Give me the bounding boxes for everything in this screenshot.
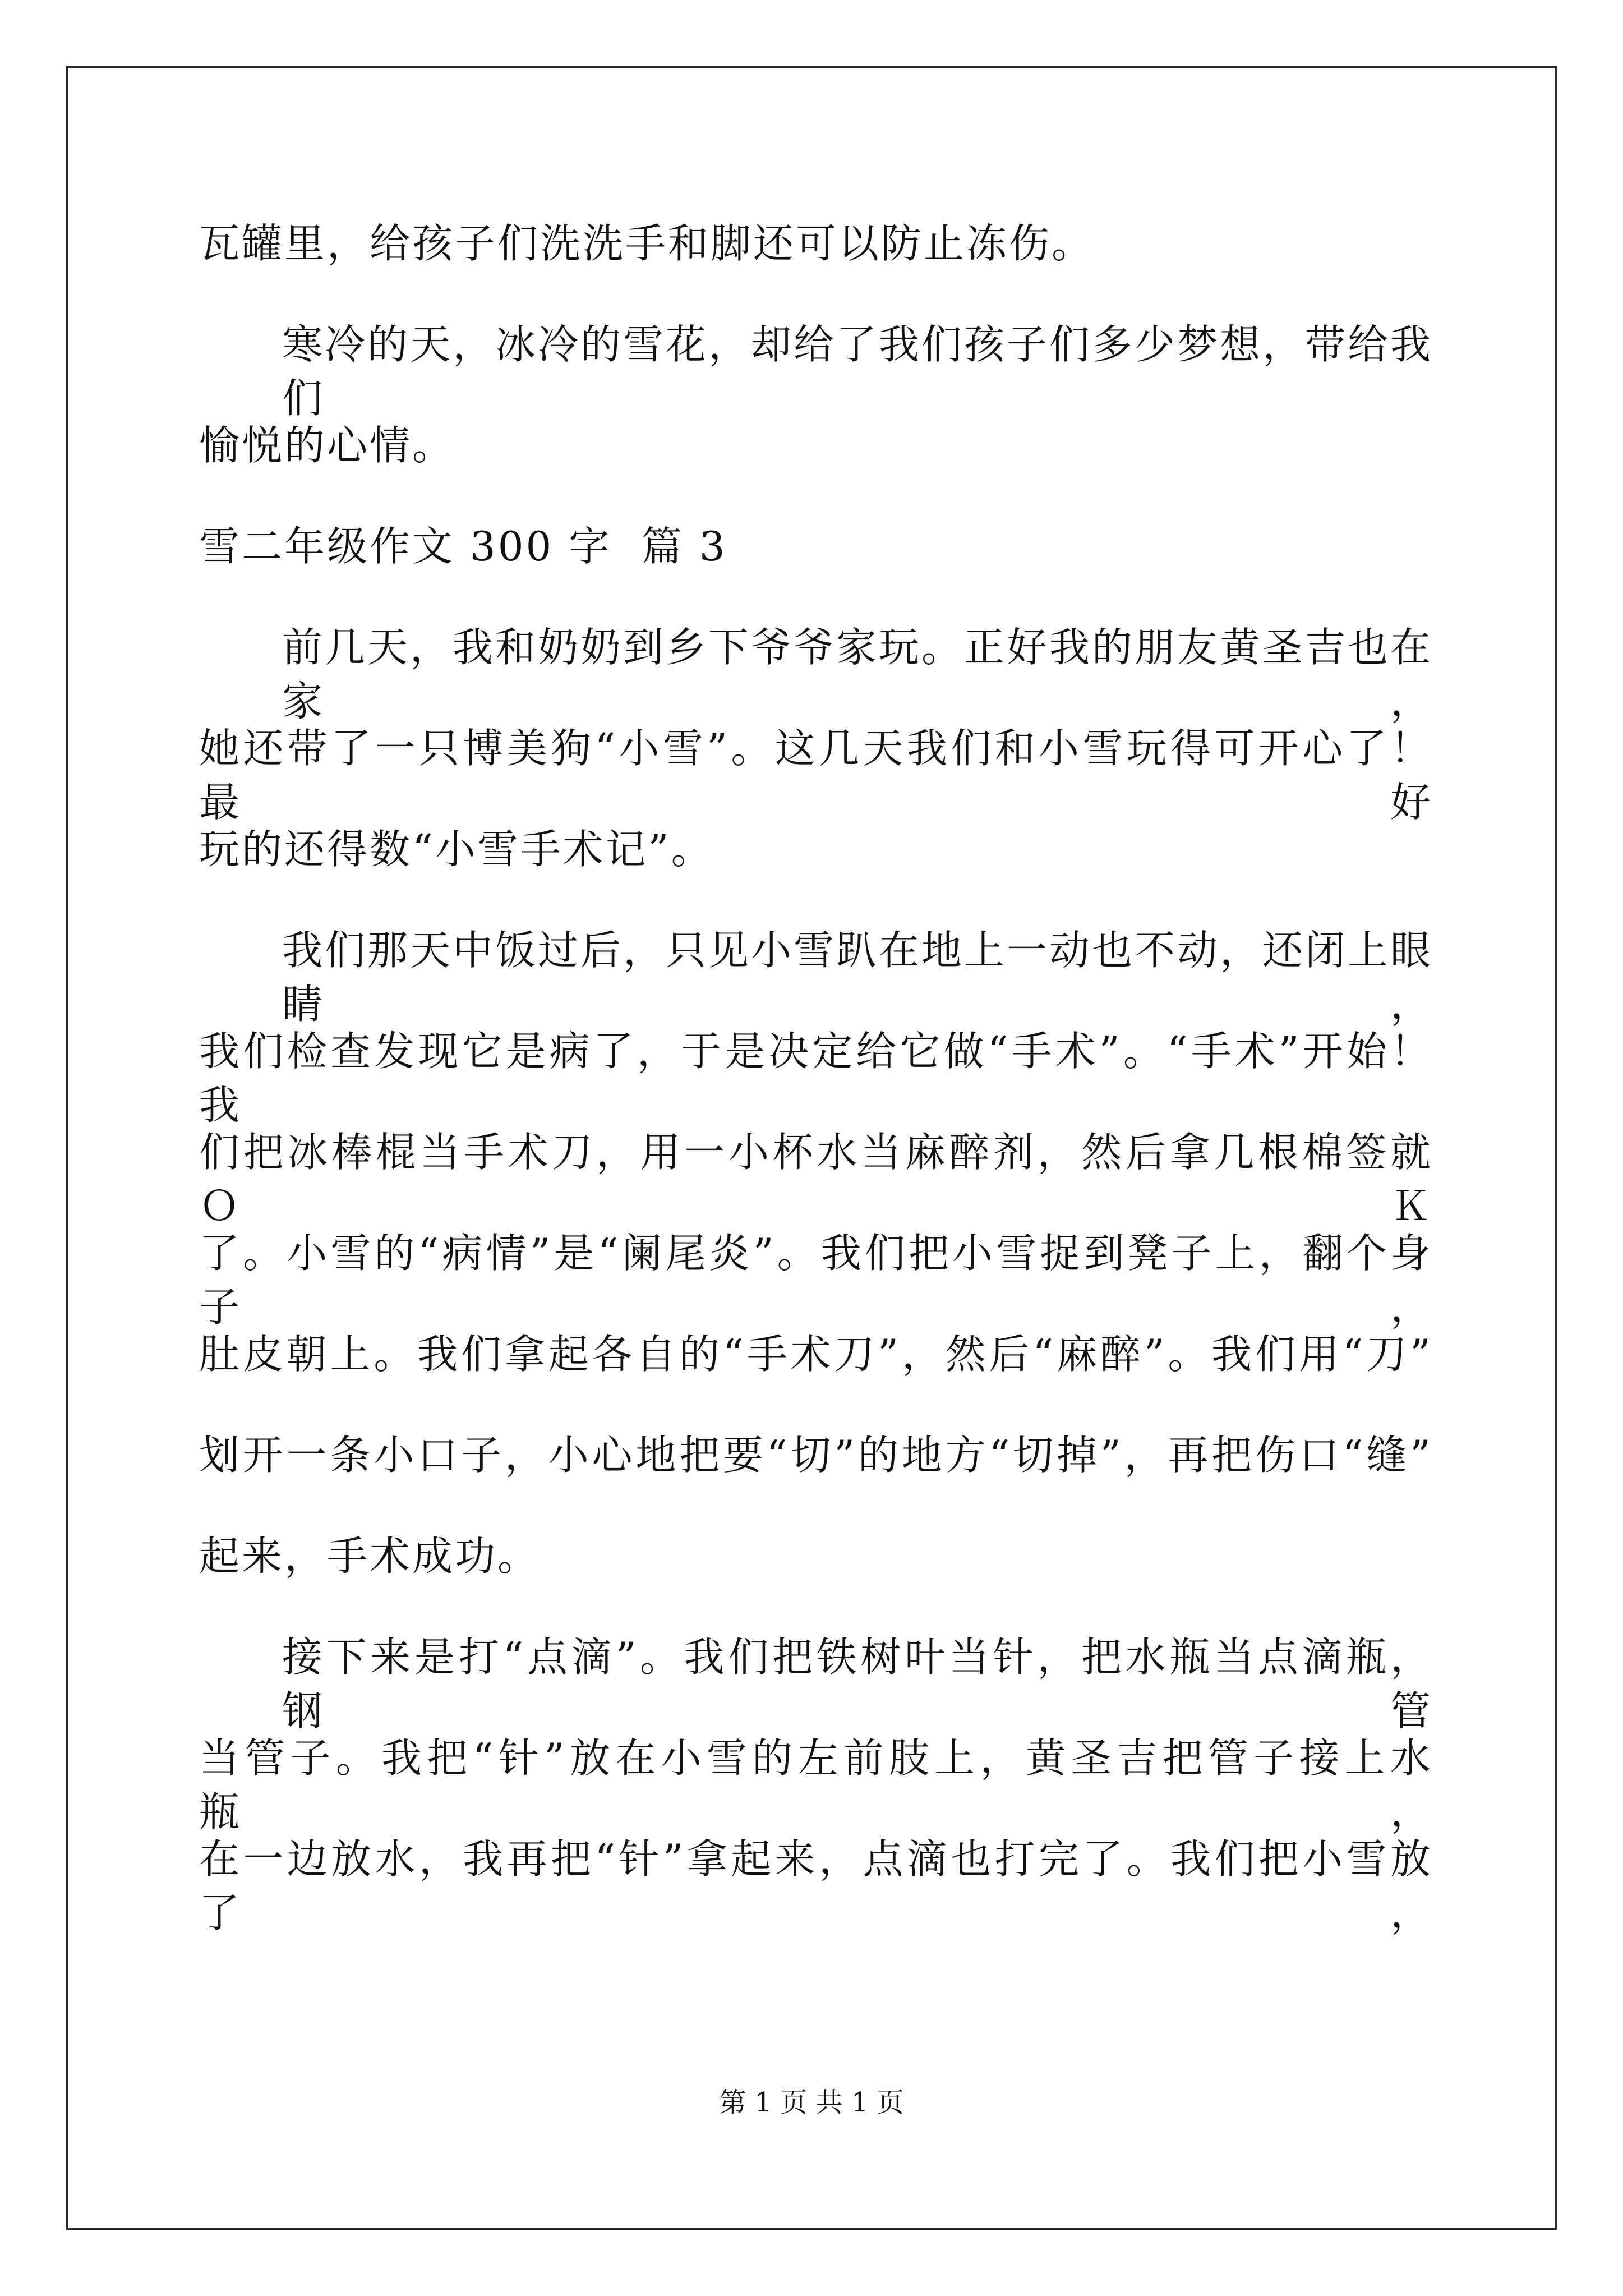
text-line: 瓦罐里，给孩子们洗洗手和脚还可以防止冻伤。 [199,220,1095,267]
text-line: 肚皮朝上。我们拿起各自的“手术刀”，然后“麻醉”。我们用“刀” [199,1331,1433,1378]
text-line: 在一边放水，我再把“针”拿起来，点滴也打完了。我们把小雪放了， [199,1835,1433,1936]
paragraph-line: 前几天，我和奶奶到乡下爷爷家玩。正好我的朋友黄圣吉也在家， [282,624,1433,725]
text-line: 玩的还得数“小雪手术记”。 [199,826,714,873]
text-line: 起来，手术成功。 [199,1533,541,1580]
text-line: 们把冰棒棍当手术刀，用一小杯水当麻醉剂，然后拿几根棉签就ＯＫ [199,1129,1433,1230]
text-line: 了。小雪的“病情”是“阑尾炎”。我们把小雪捉到凳子上，翻个身子， [199,1230,1433,1331]
text-line: 当管子。我把“针”放在小雪的左前肢上，黄圣吉把管子接上水瓶， [199,1734,1433,1835]
paragraph-line: 我们那天中饭过后，只见小雪趴在地上一动也不动，还闭上眼睛， [282,927,1433,1028]
text-line: 划开一条小口子，小心地把要“切”的地方“切掉”，再把伤口“缝” [199,1432,1433,1479]
text-line: 她还带了一只博美狗“小雪”。这几天我们和小雪玩得可开心了！最好 [199,725,1433,826]
document-body [199,0,1433,2076]
text-line: 愉悦的心情。 [199,422,455,469]
text-line: 我们检查发现它是病了，于是决定给它做“手术”。“手术”开始！我 [199,1028,1433,1129]
paragraph-line: 接下来是打“点滴”。我们把铁树叶当针，把水瓶当点滴瓶，钢管 [282,1634,1433,1734]
page-footer: 第 1 页 共 1 页 [719,2087,904,2118]
paragraph-line: 寒冷的天，冰冷的雪花，却给了我们孩子们多少梦想，带给我们 [282,321,1433,422]
section-heading: 雪二年级作文 300 字 篇 3 [199,523,727,570]
